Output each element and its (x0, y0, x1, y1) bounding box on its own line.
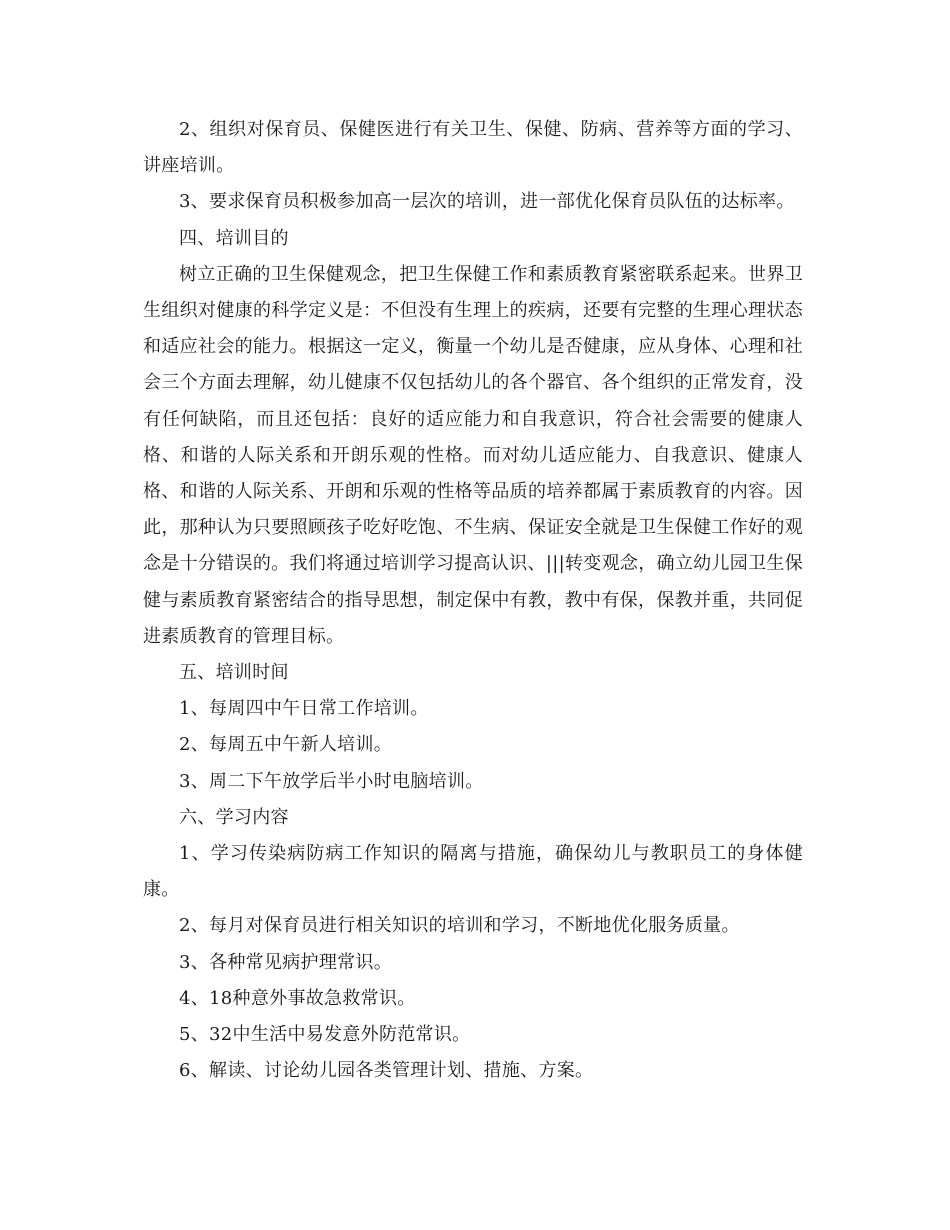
section-heading-learning-content: 六、学习内容 (179, 806, 289, 828)
paragraph-training-goal-body: 树立正确的卫生保健观念，把卫生保健工作和素质教育紧密联系起来。世界卫生组织对健康的科学定义是：不但没有生理上的疾病，还要有完整的生理心理状态和适应社会的能力。根据这一定义，衡量一个幼儿是否健康，应从身体、心理和社会三个方面去理解，幼儿健康不仅包括幼儿的各个器官、各个组织的正常发育，没有任何缺陷，而且还包括：良好的适应能力和自我意识，符合社会需要的健康人格、和谐的人际关系和开朗乐观的性格。而对幼儿适应能力、自我意识、健康人格、和谐的人际关系、开朗和乐观的性格等品质的培养都属于素质教育的内容。因此，那种认为只要照顾孩子吃好吃饱、不生病、保证安全就是卫生保健工作好的观念是十分错误的。我们将通过培训学习提高认识、|||转变观念，确立幼儿园卫生保健与素质教育紧密结合的指导思想，制定保中有教，教中有保，保教并重，共同促进素质教育的管理目标。 (143, 263, 803, 647)
paragraph-content-item-1: 1、学习传染病防病工作知识的隔离与措施，确保幼儿与教职员工的身体健康。 (143, 843, 803, 901)
paragraph-training-item-3: 3、要求保育员积极参加高一层次的培训，进一部优化保育员队伍的达标率。 (179, 191, 795, 213)
paragraph-time-item-1: 1、每周四中午日常工作培训。 (179, 698, 429, 720)
paragraph-content-item-5: 5、32中生活中易发意外防范常识。 (179, 1024, 471, 1046)
paragraph-content-item-4: 4、18种意外事故急救常识。 (179, 987, 416, 1009)
paragraph-content-item-3: 3、各种常见病护理常识。 (179, 951, 393, 973)
paragraph-time-item-2: 2、每周五中午新人培训。 (179, 734, 393, 756)
section-heading-training-goal: 四、培训目的 (179, 227, 289, 249)
document-body (143, 112, 803, 1089)
paragraph-training-item-2: 2、组织对保育员、保健医进行有关卫生、保健、防病、营养等方面的学习、讲座培训。 (143, 119, 803, 177)
paragraph-time-item-3: 3、周二下午放学后半小时电脑培训。 (179, 770, 484, 792)
paragraph-content-item-2: 2、每月对保育员进行相关知识的培训和学习，不断地优化服务质量。 (179, 915, 740, 937)
paragraph-content-item-6: 6、解读、讨论幼儿园各类管理计划、措施、方案。 (179, 1060, 594, 1082)
section-heading-training-time: 五、培训时间 (179, 662, 289, 684)
